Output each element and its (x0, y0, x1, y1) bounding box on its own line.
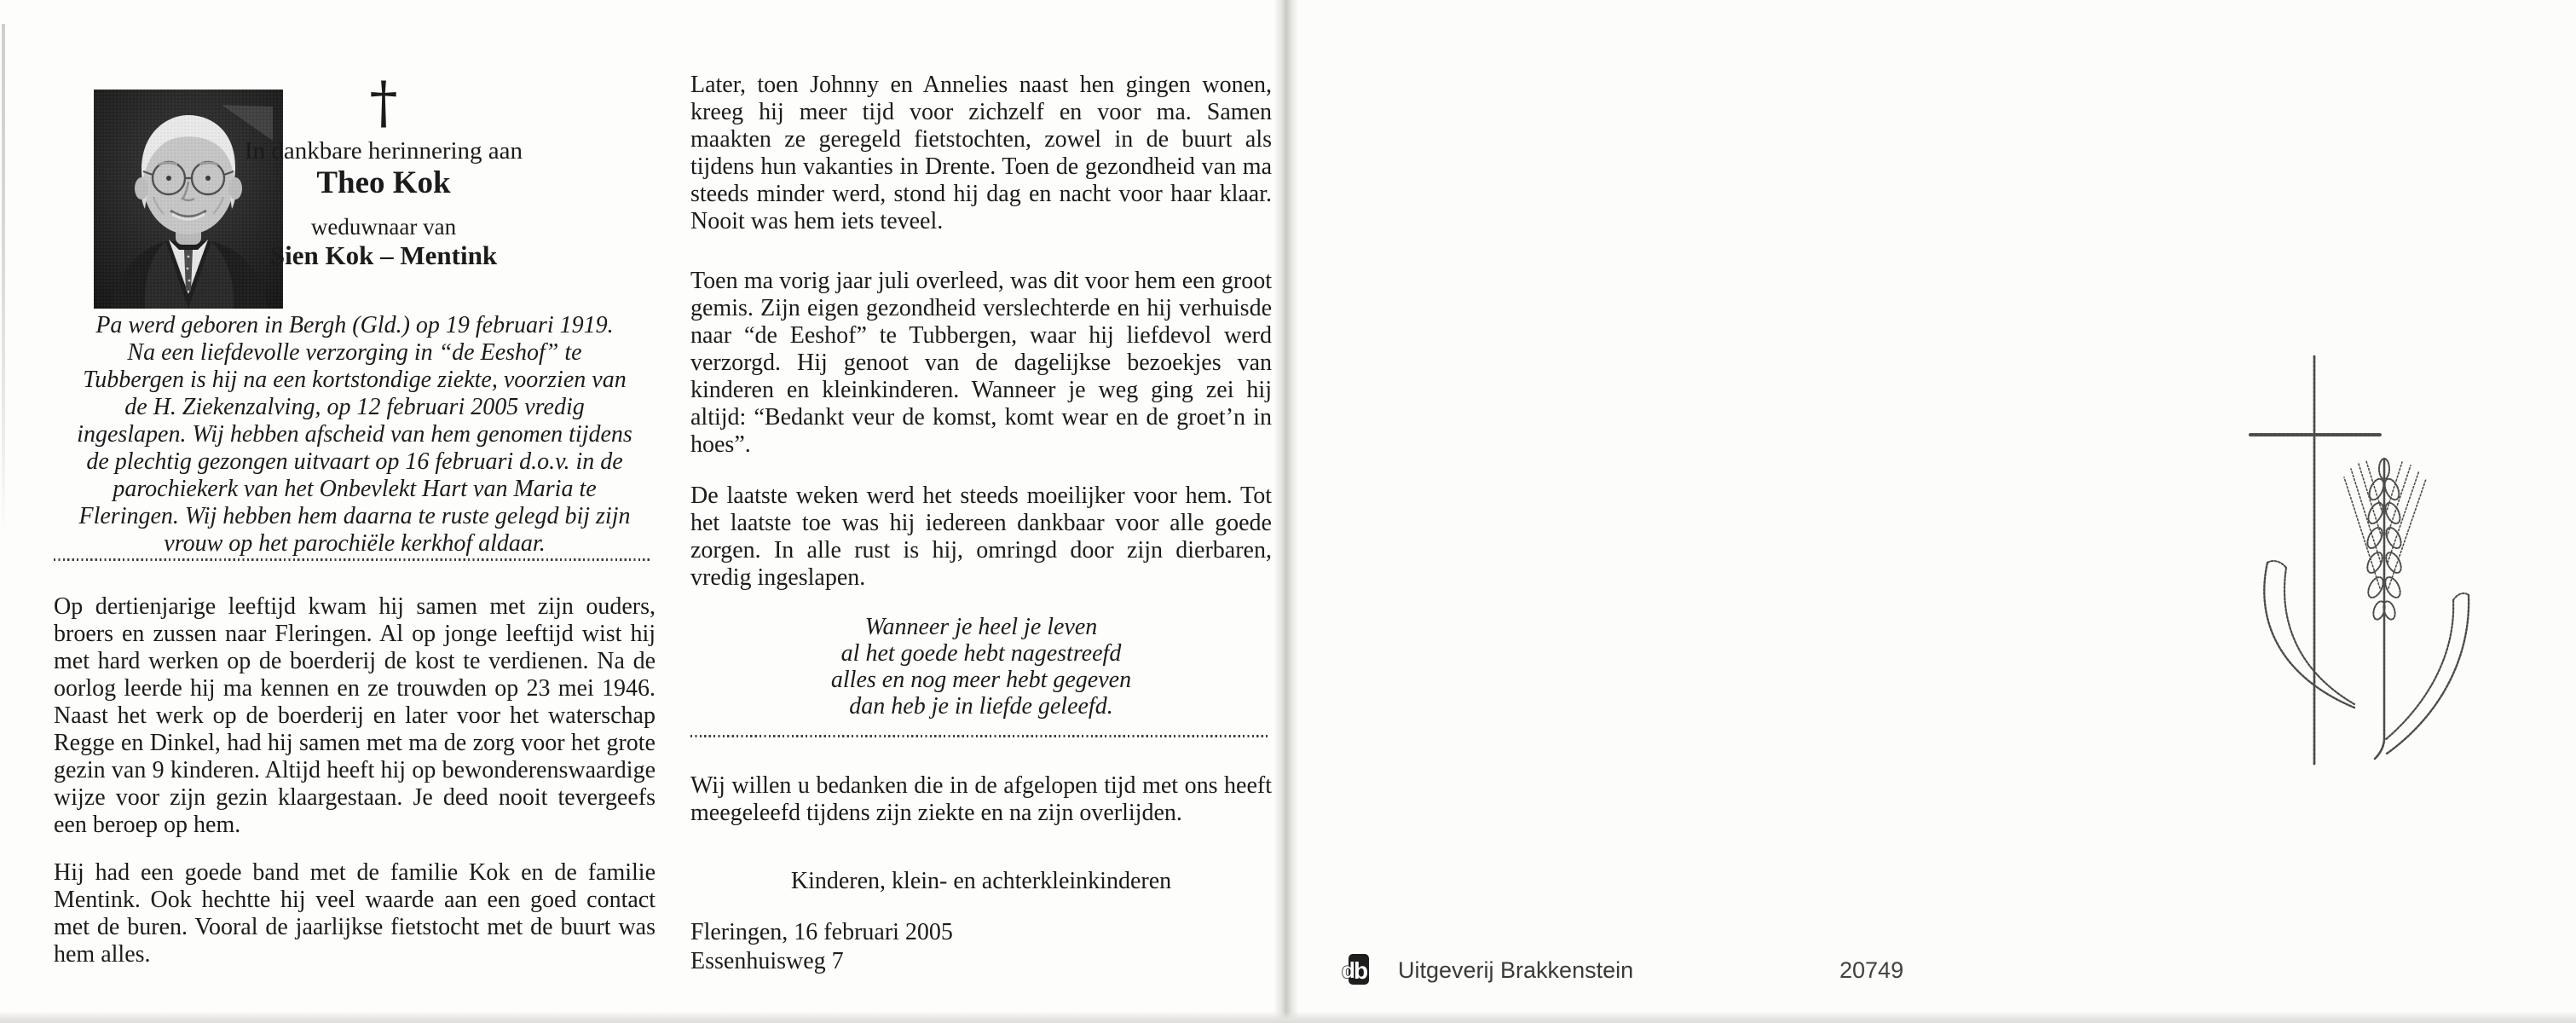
scan-edge-shadow (2, 24, 5, 535)
intro-line: de H. Ziekenzalving, op 12 februari 2005 vredig (124, 394, 585, 420)
cross-and-wheat-drawing (2216, 339, 2499, 781)
svg-text:b: b (1354, 957, 1369, 984)
intro-line: de plechtig gezongen uitvaart op 16 februari d.o.v. in de (86, 448, 623, 475)
poem-line: alles en nog meer hebt gegeven (830, 667, 1132, 693)
address-line: Essenhuisweg 7 (690, 948, 844, 974)
poem-line: al het goede hebt nagestreefd (840, 640, 1122, 667)
publisher-logo-icon (1341, 953, 1370, 985)
biography-paragraph-3: Later, toen Johnny en Annelies naast hen gingen wonen, kreeg hij meer tijd voor zichzelf en voor ma. Samen maakten ze geregeld fietstochten, zowel in de buurt als tijdens hun vakanties in Drente. Toen de gezondheid van ma steeds minder werd, stond hij dag en nacht voor haar klaar. Nooit was hem iets teveel. (690, 72, 1272, 234)
dotted-separator (54, 558, 652, 561)
poem-line: dan heb je in liefde geleefd. (849, 693, 1113, 720)
family-signature: Kinderen, klein- en achterkleinkinderen (790, 868, 1172, 894)
scan-bottom-shadow (0, 1011, 2576, 1023)
page-fold-shadow (1274, 0, 1299, 1023)
order-number: 20749 (1840, 957, 1904, 983)
poem-line: Wanneer je heel je leven (864, 614, 1098, 640)
obituary-intro (54, 312, 656, 558)
biography-paragraph-5: De laatste weken werd het steeds moeilijker voor hem. Tot het laatste toe was hij iedereen dankbaar voor alle goede zorgen. In alle rust is hij, omringd door zijn dierbaren, vredig ingeslapen. (690, 483, 1272, 591)
intro-line: vrouw op het parochiële kerkhof aldaar. (164, 530, 546, 557)
relation-text: weduwnaar van (310, 214, 457, 240)
intro-line: parochiekerk van het Onbevlekt Hart van Maria te (113, 476, 597, 502)
intro-line: ingeslapen. Wij hebben afscheid van hem genomen tijdens (77, 421, 632, 448)
intro-line: Tubbergen is hij na een kortstondige ziekte, voorzien van (83, 367, 627, 393)
card-back-page (1297, 0, 2576, 1023)
deceased-name: Theo Kok (316, 165, 451, 200)
svg-text:d: d (1342, 957, 1355, 983)
publisher-footer (1297, 946, 2576, 997)
biography-paragraph-4: Toen ma vorig jaar juli overleed, was dit voor hem een groot gemis. Zijn eigen gezondheid verslechterde en hij verhuisde naar “de Eeshof” te Tubbergen, waar hij liefdevol werd verzorgd. Hij genoot van de dagelijkse bezoekjes van kinderen en kleinkinderen. Wanneer je weg ging zei hij altijd: “Bedankt veur de komst, komt wear en de groet’n in hoes”. (690, 268, 1272, 458)
intro-line: Fleringen. Wij hebben hem daarna te ruste gelegd bij zijn (78, 503, 631, 529)
biography-paragraph-2: Hij had een goede band met de familie Kok en de familie Mentink. Ook hechtte hij veel waarde aan een goed contact met de buren. Vooral de jaarlijkse fietstocht met de buurt was hem alles. (54, 859, 656, 968)
biography-paragraph-1: Op dertienjarige leeftijd kwam hij samen met zijn ouders, broers en zussen naar Fleringen. Al op jonge leeftijd wist hij met hard werken op de boerderij de kost te verdienen. Na de oorlog leerde hij ma kennen en ze trouwden op 23 mei 1946. Naast het werk op de boerderij en later voor het waterschap Regge en Dinkel, had hij samen met ma de zorg voor het grote gezin van 9 kinderen. Altijd heeft hij op bewonderenswaardige wijze voor zijn gezin klaargestaan. Je deed nooit tevergeefs een beroep op hem. (54, 593, 656, 838)
publisher-name: Uitgeverij Brakkenstein (1398, 957, 1634, 983)
thanks-paragraph: Wij willen u bedanken die in de afgelopen tijd met ons heeft meegeleefd tijdens zijn ziekte en na zijn overlijden. (690, 772, 1272, 826)
intro-line: Pa werd geboren in Bergh (Gld.) op 19 februari 1919. (95, 312, 614, 338)
cross-icon: † (369, 70, 398, 136)
spouse-name: Sien Kok – Mentink (269, 240, 498, 270)
card-inside-page (0, 0, 1280, 1023)
dotted-separator (690, 735, 1270, 737)
intro-line: Na een liefdevolle verzorging in “de Eeshof” te (127, 339, 582, 366)
memorial-header (149, 70, 618, 271)
memorial-poem (690, 614, 1272, 720)
cross-and-wheat-illustration (2216, 339, 2499, 781)
dedication-text: In dankbare herinnering aan (244, 137, 523, 165)
place-date-line: Fleringen, 16 februari 2005 (690, 919, 953, 945)
